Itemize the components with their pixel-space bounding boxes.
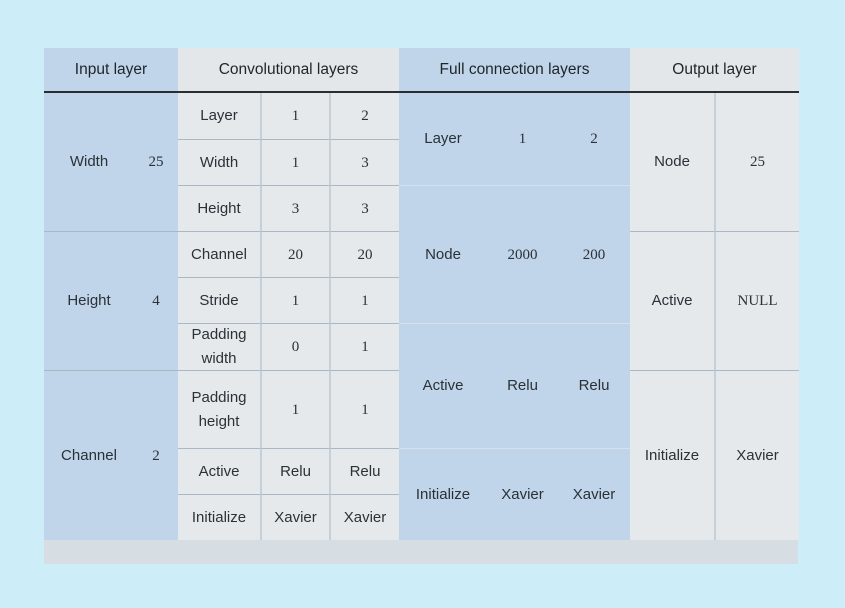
header-full-connection-layers: Full connection layers (399, 48, 630, 93)
conv-row-value: 3 (329, 139, 399, 185)
conv-row-label: Channel (178, 231, 260, 277)
conv-row-label: Height (178, 185, 260, 231)
fc-node-label: Node (399, 185, 487, 323)
output-active-label: Active (630, 231, 714, 370)
input-height-label: Height (44, 231, 134, 370)
conv-row-value: Xavier (260, 494, 329, 540)
conv-row-value: 20 (329, 231, 399, 277)
header-input-layer: Input layer (44, 48, 178, 93)
input-channel-label: Channel (44, 370, 134, 540)
conv-row-label: Padding height (178, 370, 260, 448)
input-width-value: 25 (134, 93, 178, 231)
conv-row-value: 1 (260, 370, 329, 448)
output-node-value: 25 (714, 93, 799, 231)
conv-row-label: Padding width (178, 323, 260, 370)
fc-initialize-value: Xavier (558, 448, 630, 540)
conv-row-value: Relu (329, 448, 399, 494)
header-output-layer: Output layer (630, 48, 799, 93)
fc-node-value: 2000 (487, 185, 558, 323)
fc-initialize-value: Xavier (487, 448, 558, 540)
fc-initialize-label: Initialize (399, 448, 487, 540)
conv-row-label: Active (178, 448, 260, 494)
conv-row-value: 1 (329, 323, 399, 370)
fc-layer-value: 1 (487, 93, 558, 185)
input-channel-value: 2 (134, 370, 178, 540)
network-parameter-table (44, 48, 798, 564)
conv-row-value: Xavier (329, 494, 399, 540)
conv-row-value: 1 (260, 277, 329, 323)
input-height-value: 4 (134, 231, 178, 370)
fc-active-label: Active (399, 323, 487, 448)
header-convolutional-layers: Convolutional layers (178, 48, 399, 93)
output-node-label: Node (630, 93, 714, 231)
fc-layer-value: 2 (558, 93, 630, 185)
conv-row-value: 3 (329, 185, 399, 231)
conv-row-label: Stride (178, 277, 260, 323)
conv-row-value: 1 (260, 93, 329, 139)
conv-row-value: 0 (260, 323, 329, 370)
conv-row-value: 1 (329, 277, 399, 323)
fc-layer-label: Layer (399, 93, 487, 185)
conv-row-value: 3 (260, 185, 329, 231)
fc-active-value: Relu (487, 323, 558, 448)
input-width-label: Width (44, 93, 134, 231)
output-initialize-value: Xavier (714, 370, 799, 540)
conv-row-label: Initialize (178, 494, 260, 540)
output-initialize-label: Initialize (630, 370, 714, 540)
conv-row-label: Width (178, 139, 260, 185)
fc-node-value: 200 (558, 185, 630, 323)
conv-row-value: 1 (260, 139, 329, 185)
output-active-value: NULL (714, 231, 799, 370)
conv-row-value: Relu (260, 448, 329, 494)
conv-row-label: Layer (178, 93, 260, 139)
conv-row-value: 20 (260, 231, 329, 277)
fc-active-value: Relu (558, 323, 630, 448)
conv-row-value: 1 (329, 370, 399, 448)
conv-row-value: 2 (329, 93, 399, 139)
